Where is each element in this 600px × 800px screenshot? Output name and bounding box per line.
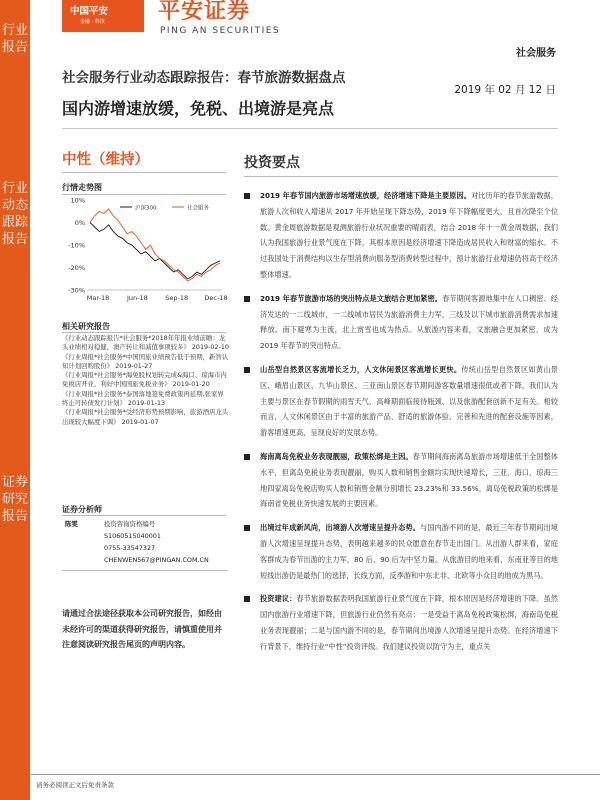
y-tick-label: 10% [70,196,85,205]
side-label-report-type: 行业报告 [1,23,28,55]
key-point [244,291,558,354]
analyst-email[interactable]: CHENWEN567@PINGAN.COM.CN [104,556,209,564]
key-point-body: 对比历年的春节旅游数据，旅游人次和收入增速从 2017 年开始呈现下降态势，2019 年下降幅度更大，且首次降至个位数。黄金周旅游数据是观测旅游行业状况重要的晴雨表，结合 2018 年十一黄金周数据，我们认为我国旅游行业景气度在下降，其根本原因是经济增速下降造成居民收入和财富的缩水。不过我国处于消费结构以生存型消费向服务型消费转型过程中，预计旅游行业增速仍将高于经济整体增速。 [260,191,558,279]
analyst-divider [62,570,228,571]
legend-label: 沪深300 [135,205,157,212]
price-trend-svg [62,196,228,306]
y-tick-label: 0% [74,219,85,227]
headline: 国内游增速放缓，免税、出境游是亮点 [62,99,335,118]
related-section-divider [62,332,226,333]
related-report-item[interactable]: 《行业周报*社会服务*海免股权划转完成&海口、琼海市内免税店开业，利好中国国旅免税业务》 2019-01-20 [62,371,227,389]
report-title: 社会服务行业动态跟踪报告：春节旅游数据盘点 [62,70,346,86]
side-band [0,0,30,800]
key-point-lead: 山岳型自然景区客流增长乏力，人文休闲景区客流增长更快。 [260,364,462,374]
bullet-square-icon [244,193,250,199]
related-section-title: 相关研究报告 [62,322,110,331]
key-point [244,188,558,283]
x-tick-label: Sep-18 [165,294,189,302]
brand-name-en: PING AN SECURITIES [160,26,281,36]
key-point-body: 与国内游不同的是，最近三年春节期间出境游人次增速呈现提升态势，表明越来越多的民众愿意在春节走出国门。从出游人群来看，家庭客群成为春节出游的主力军，80 后、90 后为中坚力量。从旅游目的地来看，东南亚等目的地短线出游仍是最热门的选择，长线方面，反季游和中东北非、北欧等小众目的地成为黑马。 [260,523,558,580]
related-report-item[interactable]: 《行业周报*社会服务*中国国旅业绩预告低于预期，新智认知计划回购股份》 2019-01-27 [62,352,229,370]
disclaimer: 请通过合法途径获取本公司研究报告，如经由未经许可的渠道获得研究报告，请慎重使用并注意阅读研究报告尾页的声明内容。 [62,609,222,649]
analyst-block [62,518,230,566]
x-tick-label: Dec-18 [204,294,228,302]
rating-divider [62,172,226,173]
bullet-square-icon [244,296,250,302]
header-divider [62,128,558,129]
price-trend-chart [62,196,228,306]
key-point-lead: 2019 年春节旅游市场的突出特点是文旅结合更加紧密。 [260,293,443,303]
report-date: 2019 年 02 月 12 日 [454,84,556,96]
x-tick-label: Jun-18 [126,294,148,302]
analyst-section-title: 证券分析师 [62,505,102,514]
side-label-research: 证券研究报告 [1,475,28,524]
key-point-lead: 海南离岛免税业务表现靓丽，政策松绑是主因。 [260,451,413,461]
key-points-title: 投资要点 [244,155,300,171]
chart-section-divider [62,194,226,195]
analyst-license: S1060515040001 [104,532,161,540]
related-report-item[interactable]: 《行业周报*社会服务*泰国落地签免费政策再延期,张家界终止可转债发行计划》 2019-01-13 [62,389,224,408]
key-points-divider [244,176,558,177]
logo-main-text: 中国平安 [70,6,109,17]
pingan-logo [62,0,144,32]
key-point [244,520,558,583]
legend-label: 社会服务 [187,205,210,212]
footer-divider [30,774,600,775]
related-report-item[interactable]: 《行业周报*社会服务*受经济形势预期影响，旅游酒店龙头出现较大幅度下调》 2019-01-07 [62,408,229,426]
series-line [90,223,220,279]
analyst-name: 陈雯 [65,520,78,528]
y-tick-label: -10% [68,241,85,250]
key-point [244,591,558,654]
related-report-item[interactable]: 《行业动态跟踪报告*社会服务*2018年年报业绩前瞻：龙头业绩相对稳健，澳产转让和减值事项较多》 2019-02-10 [62,334,229,352]
key-points-list [244,188,558,663]
key-point-lead: 出境过年成新风尚，出境游人次增速呈提升态势。 [260,523,420,533]
logo-sub-text: 金融 · 科技 [80,19,105,25]
analyst-role: 投资咨询资格编号 [104,520,156,528]
bullet-square-icon [244,367,250,373]
key-point [244,362,558,441]
bullet-square-icon [244,454,250,460]
bullet-square-icon [244,525,250,531]
bullet-square-icon [244,596,250,602]
key-point-body: 传统山岳型自然景区如黄山景区、峨眉山景区、九华山景区、三亚南山景区春节期间游客数量增速很低或者下降，我们认为主要与景区在春节假期的雨雪天气、高峰期面临接待瓶颈、以及旅游配套创新不足有关。相较而言，人文休闲景区由于丰富的旅游产品、舒适的旅游体验、完善和先进的配套设施等因素，游客增速更高，呈现良好的发展态势。 [260,364,558,438]
analyst-phone: 0755-33547327 [104,544,156,552]
chart-section-title: 行情走势图 [62,183,102,192]
y-tick-label: -30% [68,286,85,295]
industry-tag: 社会服务 [516,48,556,59]
key-point-lead: 2019 年春节国内旅游市场增速放缓，经济增速下降是主要原因。 [260,191,472,200]
x-tick-label: Mar-18 [86,294,110,302]
key-point-body: 春节期间客源地集中在人口稠密、经济发达的一二线城市，一二线城市居民为旅游消费主力军，三线及以下城市旅游消费需求加速释放。南下避寒为主流，北上赏雪也成为热点。从旅游内容来看，文旅融合更加紧密，成为 2019 年春节的突出特点。 [260,293,558,351]
rating: 中性（维持） [62,152,149,168]
key-point [244,449,558,512]
key-point-lead: 投资建议： [260,594,297,604]
key-point-body: 春节期间海南离岛旅游市场增速低于全国整体水平，但离岛免税业务表现靓丽，购买人数和销售金额均实现快速增长，三亚、海口、琼海三地四家离岛免税店购买人数和销售金额分别增长 23.23%和 33.56%。离岛免税政策的松绑是海南省免税业务快速发展的主要因素。 [260,451,558,509]
key-point-body: 春节旅游数据表明我国旅游行业景气度在下降，根本原因是经济增速的下降。虽然国内旅游行业增速下降，但旅游行业仍然有亮点：一是受益于离岛免税政策松绑，海南岛免税业务表现靓丽；二是与国内游不同的是，春节期间出境游人次增速呈提升态势。在经济增速下行背景下，维持行业“中性”投资评级。我们建议投资以防守为主，重点关 [260,594,558,651]
analyst-section-divider [62,515,226,516]
footer-note: 请务必阅读正文后免责条款 [36,781,114,789]
side-label-report-subtype: 行业动态跟踪报告 [1,181,28,247]
series-line [90,209,220,281]
brand-name-cn: 平安证券 [158,0,251,24]
related-reports-list [62,334,230,427]
y-tick-label: -20% [68,264,85,272]
